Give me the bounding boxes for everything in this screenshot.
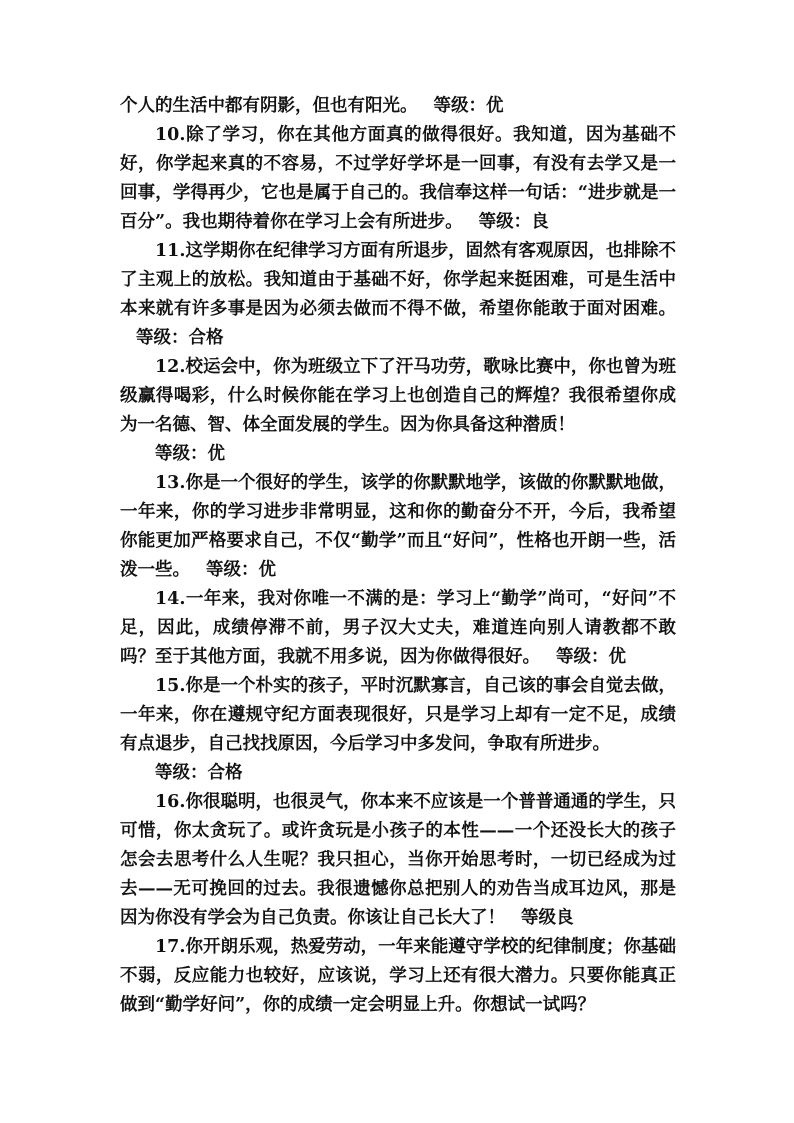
grade-value: 合格 — [188, 328, 224, 348]
comment-text: 14.一年来，我对你唯一不满的是：学习上“勤学”尚可，“好问”不足，因此，成绩停滞不前，男子汉大丈夫，难道连向别人请教都不敢吗？至于其他方面，我就不用多说，因为你做得很好。 — [120, 589, 676, 667]
grade-label: 等级： — [556, 647, 609, 667]
grade-value: 良 — [531, 212, 549, 232]
grade — [521, 908, 574, 928]
comment-text: 17.你开朗乐观，热爱劳动，一年来能遵守学校的纪律制度；你基础不弱，反应能力也较好，应该说，学习上还有很大潜力。只要你能真正做到“勤学好问”，你的成绩一定会明显上升。你想试一试吗？ — [120, 937, 676, 1015]
comment-text: 12.校运会中，你为班级立下了汗马功劳，歌咏比赛中，你也曾为班级赢得喝彩，什么时候你能在学习上也创造自己的辉煌？我很希望你成为一名德、智、体全面发展的学生。因为你具备这种潜质！ — [120, 357, 676, 435]
grade-label: 等级： — [136, 328, 189, 348]
comment-paragraph — [120, 672, 676, 788]
comment-text: 15.你是一个朴实的孩子，平时沉默寡言，自己该的事会自觉去做，一年来，你在遵规守纪方面表现很好，只是学习上却有一定不足，成绩有点退步，自己找找原因，今后学习中多发问，争取有所进步。 — [120, 676, 676, 754]
comment-text: 16.你很聪明，也很灵气，你本来不应该是一个普普通通的学生，只可惜，你太贪玩了。或许贪玩是小孩子的本性——一个还没长大的孩子怎会去思考什么人生呢？我只担心，当你开始思考时，一切已经成为过去——无可挽回的过去。我很遗憾你总把别人的劝告当成耳边风，那是因为你没有学会为自己负责。你该让自己长大了！ — [120, 792, 676, 928]
comment-text: 13.你是一个很好的学生，该学的你默默地学，该做的你默默地做，一年来，你的学习进步非常明显，这和你的勤奋分不开，今后，我希望你能更加严格要求自己，不仅“勤学”而且“好问”，性格也开朗一些，活泼一些。 — [120, 473, 676, 580]
comment-paragraph — [120, 585, 676, 672]
comment-text: 11.这学期你在纪律学习方面有所退步，固然有客观原因，也排除不了主观上的放松。我知道由于基础不好，你学起来挺困难，可是生活中本来就有许多事是因为必须去做而不得不做，希望你能敢于面对困难。 — [120, 241, 676, 319]
grade-value: 合格 — [207, 763, 243, 783]
grade — [434, 96, 504, 116]
grade — [120, 759, 676, 788]
comment-paragraph — [120, 237, 676, 353]
grade-value: 优 — [486, 96, 504, 116]
grade — [556, 647, 626, 667]
grade-label: 等级： — [478, 212, 532, 232]
grade-label: 等级 — [521, 908, 556, 928]
grade-value: 优 — [608, 647, 626, 667]
grade — [479, 212, 549, 232]
grade-value: 良 — [556, 908, 574, 928]
grade-value: 优 — [258, 560, 276, 580]
grade-value: 优 — [207, 444, 225, 464]
grade-label: 等级： — [155, 444, 208, 464]
comment-paragraph — [120, 353, 676, 469]
grade-label: 等级： — [433, 96, 486, 116]
grade — [136, 328, 224, 348]
comment-paragraph — [120, 121, 676, 237]
comment-text: 个人的生活中都有阴影，但也有阳光。 — [120, 96, 418, 116]
comment-text: 10.除了学习，你在其他方面真的做得很好。我知道，因为基础不好，你学起来真的不容易，不过学好学坏是一回事，有没有去学又是一回事，学得再少，它也是属于自己的。我信奉这样一句话：“进步就是一百分”。我也期待着你在学习上会有所进步。 — [120, 125, 676, 232]
comment-paragraph — [120, 788, 676, 933]
grade-label: 等级： — [155, 763, 208, 783]
comment-paragraph — [120, 469, 676, 585]
grade — [120, 440, 676, 469]
comment-paragraph — [120, 92, 676, 121]
document-page — [120, 92, 676, 1020]
comment-paragraph — [120, 933, 676, 1020]
grade-label: 等级： — [206, 560, 259, 580]
grade — [206, 560, 276, 580]
